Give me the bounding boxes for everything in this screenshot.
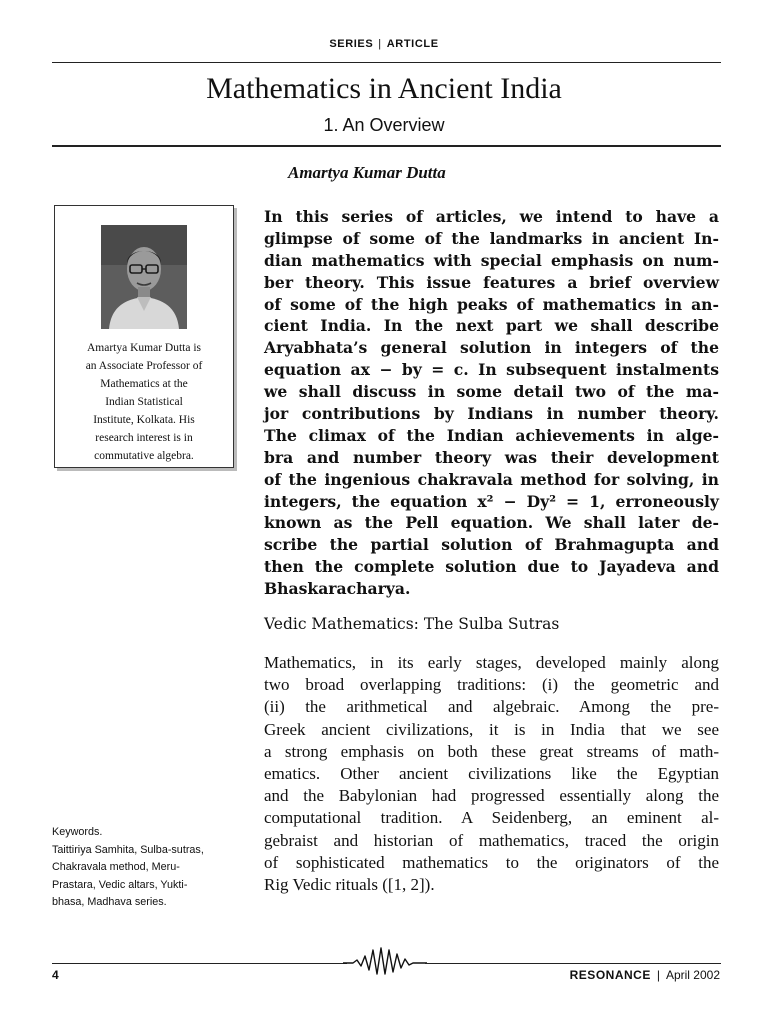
body-line: a strong emphasis on both these great streams of math-: [264, 741, 719, 761]
series-header: [0, 38, 768, 50]
footer-rule: [52, 963, 347, 964]
page-number: 4: [52, 968, 59, 982]
footer-separator: |: [656, 968, 660, 982]
body-line: of sophisticated mathematics to the originators of the: [264, 852, 719, 872]
abstract-line: scribe the partial solution of Brahmagupta and: [264, 535, 719, 555]
abstract-line: bra and number theory was their development: [264, 447, 719, 467]
keywords-line: Chakravala method, Meru-: [52, 861, 180, 873]
bio-line: Institute, Kolkata. His: [93, 414, 195, 426]
author-bio: [61, 339, 227, 465]
abstract-line: equation ax − by = c. In subsequent instalments: [264, 360, 719, 380]
bio-line: research interest is in: [95, 432, 193, 444]
header-separator: |: [378, 38, 382, 50]
body-line: (ii) the arithmetical and algebraic. Among the pre-: [264, 697, 719, 717]
bio-line: commutative algebra.: [94, 450, 194, 462]
body-line: Rig Vedic rituals ([1, 2]).: [264, 874, 435, 894]
journal-name: RESONANCE: [569, 968, 651, 982]
abstract-line: integers, the equation x² − Dy² = 1, erroneously: [264, 491, 719, 511]
journal-footer: [570, 968, 720, 982]
abstract-line: known as the Pell equation. We shall later de-: [264, 513, 719, 533]
header-rule: [52, 62, 721, 63]
bio-line: Indian Statistical: [105, 396, 183, 408]
abstract-line: Bhaskaracharya.: [264, 579, 411, 599]
abstract: [264, 206, 719, 600]
author-portrait-image: [101, 225, 187, 329]
keywords-line: Prastara, Vedic altars, Yukti-: [52, 878, 188, 891]
article-subtitle: 1. An Overview: [323, 115, 445, 135]
article-label: ARTICLE: [386, 38, 439, 50]
abstract-line: In this series of articles, we intend to have a: [264, 207, 719, 226]
body-line: and the Babylonian had progressed essentially along the: [264, 786, 719, 806]
abstract-line: jor contributions by Indians in number theory.: [264, 404, 719, 424]
abstract-line: we shall discuss in some detail two of the ma-: [264, 382, 719, 402]
keywords-label: Keywords.: [52, 826, 103, 838]
author-bio-box: [54, 205, 234, 468]
series-label: SERIES: [329, 38, 374, 50]
body-line: Mathematics, in its early stages, developed mainly along: [264, 653, 719, 672]
abstract-line: then the complete solution due to Jayadeva and: [264, 557, 719, 577]
body-line: two broad overlapping traditions: (i) the geometric and: [264, 675, 719, 695]
article-title: Mathematics in Ancient India: [206, 72, 562, 105]
abstract-line: of the ingenious chakravala method for solving, in: [264, 469, 719, 489]
abstract-line: cient India. In the next part we shall describe: [264, 316, 719, 336]
section-heading: Vedic Mathematics: The Sulba Sutras: [264, 615, 560, 633]
bio-line: Amartya Kumar Dutta is: [86, 342, 201, 354]
issue-date: April 2002: [665, 968, 720, 982]
abstract-line: Aryabhata’s general solution in integers of the: [264, 338, 719, 358]
body-line: computational tradition. A Seidenberg, an eminent al-: [264, 808, 719, 828]
bio-line: an Associate Professor of: [85, 360, 203, 372]
body-line: ematics. Other ancient civilizations like the Egyptian: [264, 763, 719, 783]
author-name: Amartya Kumar Dutta: [288, 163, 446, 182]
keywords-line: bhasa, Madhava series.: [52, 896, 167, 908]
resonance-wave-icon: [343, 944, 427, 978]
title-rule: [52, 145, 721, 147]
abstract-line: dian mathematics with special emphasis on num-: [264, 250, 719, 270]
abstract-line: of some of the high peaks of mathematics in an-: [264, 294, 719, 314]
footer-rule: [425, 963, 721, 964]
keywords-line: Taittiriya Samhita, Sulba-sutras,: [52, 843, 204, 856]
body-line: Greek ancient civilizations, it is in India that we see: [264, 719, 719, 739]
keywords: [52, 824, 242, 912]
bio-line: Mathematics at the: [100, 378, 188, 390]
author-photo: [101, 225, 187, 329]
abstract-line: glimpse of some of the landmarks in ancient In-: [264, 228, 719, 248]
abstract-line: The climax of the Indian achievements in alge-: [264, 425, 719, 445]
body-text: [264, 652, 719, 896]
body-line: gebraist and historian of mathematics, traced the origin: [264, 830, 719, 850]
abstract-line: ber theory. This issue features a brief overview: [264, 272, 719, 292]
